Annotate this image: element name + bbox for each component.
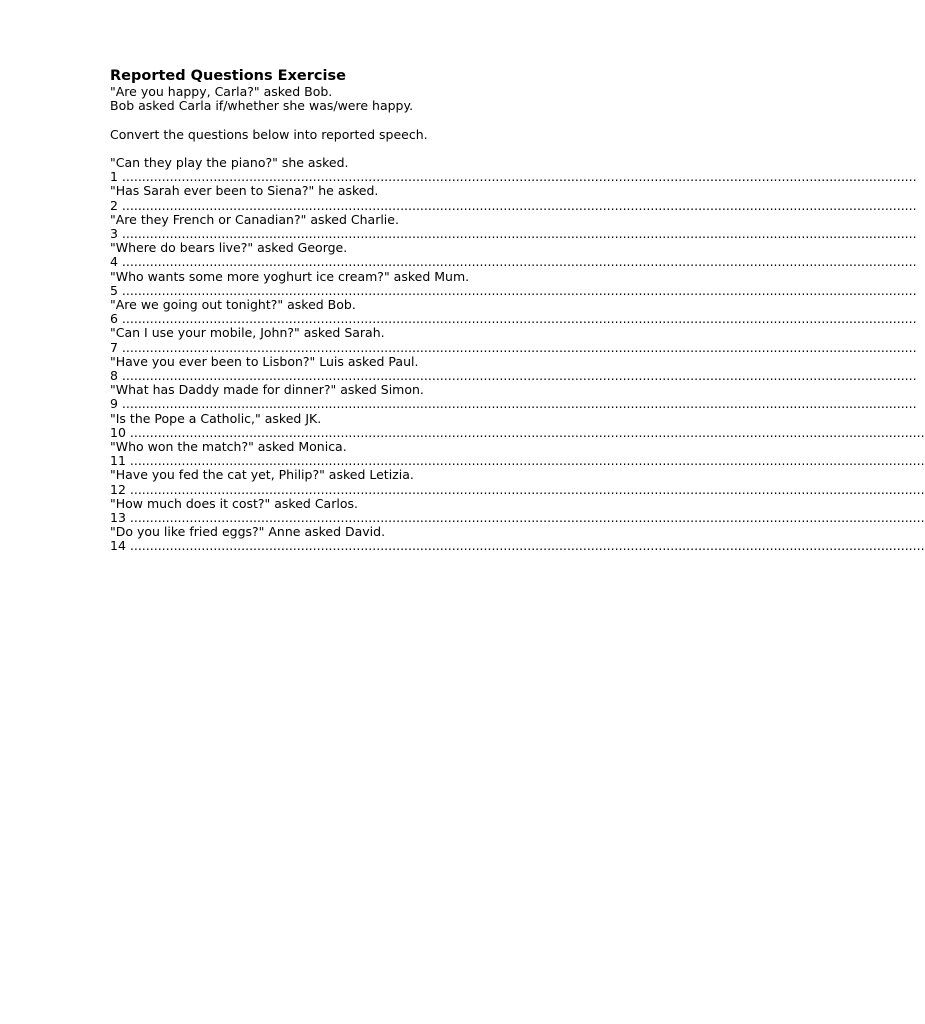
exercise-question: "Do you like fried eggs?" Anne asked David. (110, 524, 386, 540)
dotted-answer-blank: ........................................................................................................................................................................................................ (117, 311, 917, 327)
example-question: "Are you happy, Carla?" asked Bob. (110, 84, 333, 99)
item-number: 10 (110, 424, 126, 440)
exercise-question: "Who won the match?" asked Monica. (110, 439, 347, 455)
instruction: Convert the questions below into reported speech. (110, 126, 428, 142)
dotted-answer-blank: ........................................................................................................................................................................................................ (117, 396, 917, 412)
dotted-answer-blank: ........................................................................................................................................................................................................ (117, 339, 917, 355)
spacer (110, 113, 712, 127)
answer-line[interactable] (110, 311, 917, 327)
item-number: 3 (110, 226, 118, 241)
dotted-answer-blank: ........................................................................................................................................................................................................ (117, 169, 917, 185)
dotted-answer-blank: ........................................................................................................................................................................................................ (117, 254, 917, 270)
item-number: 13 (110, 510, 126, 526)
exercise-question: "Have you ever been to Lisbon?" Luis asked Paul. (110, 353, 419, 369)
answer-line[interactable] (110, 226, 917, 241)
item-number: 11 (110, 453, 126, 469)
answer-line[interactable] (110, 424, 925, 440)
exercise-question: "Have you fed the cat yet, Philip?" asked Letizia. (110, 467, 414, 483)
item-number: 1 (110, 169, 118, 185)
item-number: 6 (110, 311, 118, 327)
example-answer: Bob asked Carla if/whether she was/were happy. (110, 98, 414, 114)
exercise-question: "Are we going out tonight?" asked Bob. (110, 297, 356, 313)
exercise-question: "Who wants some more yoghurt ice cream?" asked Mum. (110, 268, 470, 284)
exercise-question: "How much does it cost?" asked Carlos. (110, 495, 358, 511)
answer-line[interactable] (110, 197, 917, 213)
dotted-answer-blank: ........................................................................................................................................................................................................ (125, 481, 925, 497)
worksheet-page (110, 68, 925, 554)
answer-line[interactable] (110, 368, 917, 384)
spacer (110, 142, 712, 156)
page-title: Reported Questions Exercise (110, 68, 346, 84)
answer-line[interactable] (110, 481, 925, 497)
item-number: 14 (110, 538, 126, 554)
exercise-question: "What has Daddy made for dinner?" asked Simon. (110, 382, 424, 398)
dotted-answer-blank: ........................................................................................................................................................................................................ (125, 510, 925, 526)
exercise-question: "Is the Pope a Catholic," asked JK. (110, 410, 322, 426)
dotted-answer-blank: ........................................................................................................................................................................................................ (117, 368, 917, 384)
exercise-question: "Where do bears live?" asked George. (110, 240, 348, 256)
item-number: 8 (110, 368, 118, 384)
answer-line[interactable] (110, 396, 917, 412)
answer-line[interactable] (110, 282, 917, 298)
answer-line[interactable] (110, 254, 917, 270)
item-number: 2 (110, 197, 118, 213)
dotted-answer-blank: ........................................................................................................................................................................................................ (117, 197, 917, 213)
answer-line[interactable] (110, 538, 925, 554)
exercise-question: "Can I use your mobile, John?" asked Sarah. (110, 325, 385, 341)
dotted-answer-blank: ........................................................................................................................................................................................................ (117, 226, 917, 241)
dotted-answer-blank: ........................................................................................................................................................................................................ (117, 282, 917, 298)
item-number: 12 (110, 481, 126, 497)
dotted-answer-blank: ........................................................................................................................................................................................................ (125, 453, 925, 469)
item-number: 4 (110, 254, 118, 270)
dotted-answer-blank: ........................................................................................................................................................................................................ (125, 424, 925, 440)
exercise-question: "Can they play the piano?" she asked. (110, 154, 349, 170)
exercise-question: "Are they French or Canadian?" asked Charlie. (110, 211, 399, 227)
item-number: 9 (110, 396, 118, 412)
exercise-list (110, 154, 925, 554)
answer-line[interactable] (110, 510, 925, 526)
answer-line[interactable] (110, 453, 925, 469)
item-number: 5 (110, 282, 118, 298)
dotted-answer-blank: ........................................................................................................................................................................................................ (125, 538, 925, 554)
answer-line[interactable] (110, 339, 917, 355)
item-number: 7 (110, 339, 118, 355)
answer-line[interactable] (110, 169, 917, 185)
exercise-question: "Has Sarah ever been to Siena?" he asked. (110, 183, 379, 199)
